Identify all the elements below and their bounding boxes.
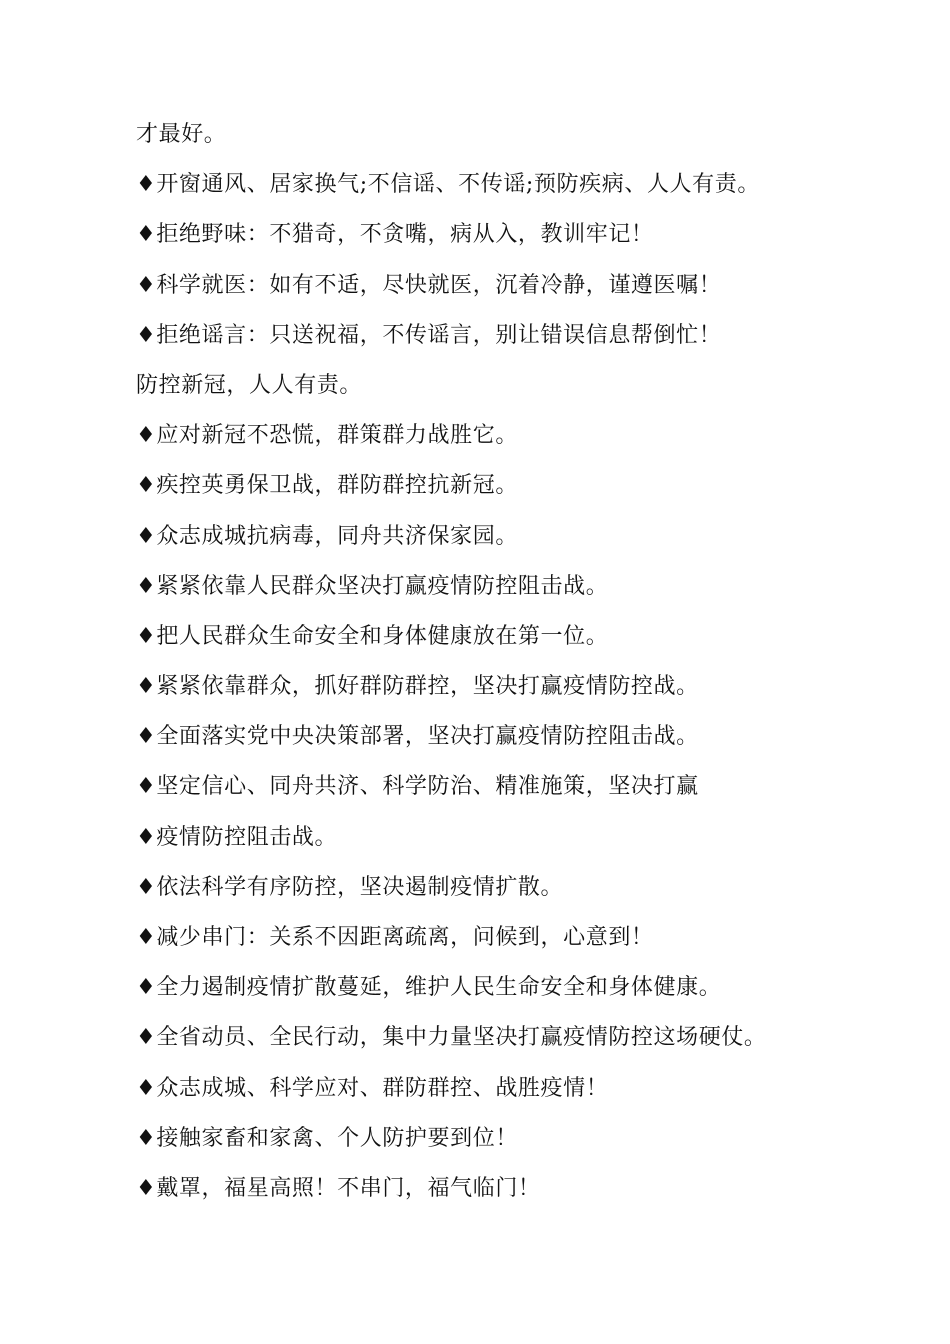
slogan-line: ♦把人民群众生命安全和身体健康放在第一位。 [136,623,609,649]
slogan-line: ♦拒绝谣言：只送祝福，不传谣言，别让错误信息帮倒忙！ [136,322,722,348]
slogan-line: ♦接触家畜和家禽、个人防护要到位！ [136,1125,518,1151]
slogan-line: ♦紧紧依靠群众，抓好群防群控，坚决打赢疫情防控战。 [136,674,699,700]
text-line: 才最好。 [136,122,227,147]
slogan-line: ♦开窗通风、居家换气;不信谣、不传谣;预防疾病、人人有责。 [136,172,760,198]
slogan-line: ♦疫情防控阻击战。 [136,824,338,850]
slogan-line: ♦依法科学有序防控，坚决遏制疫情扩散。 [136,874,564,900]
slogan-line: ♦应对新冠不恐慌，群策群力战胜它。 [136,423,518,449]
slogan-line: ♦戴罩，福星高照！不串门，福气临门！ [136,1175,541,1201]
document-body [136,110,836,1214]
slogan-line: ♦紧紧依靠人民群众坚决打赢疫情防控阻击战。 [136,573,609,599]
slogan-line: ♦坚定信心、同舟共济、科学防治、精准施策，坚决打赢 [136,774,699,800]
slogan-line: ♦众志成城、科学应对、群防群控、战胜疫情！ [136,1075,609,1101]
slogan-line: ♦拒绝野味：不猎奇，不贪嘴，病从入，教训牢记！ [136,222,654,248]
slogan-line: ♦众志成城抗病毒，同舟共济保家园。 [136,523,518,549]
slogan-line: ♦疾控英勇保卫战，群防群控抗新冠。 [136,473,518,499]
slogan-line: ♦全省动员、全民行动，集中力量坚决打赢疫情防控这场硬仗。 [136,1025,767,1051]
slogan-line: ♦减少串门：关系不因距离疏离，问候到，心意到！ [136,925,654,950]
slogan-line: ♦全力遏制疫情扩散蔓延，维护人民生命安全和身体健康。 [136,975,722,1001]
slogan-line: ♦全面落实党中央决策部署，坚决打赢疫情防控阻击战。 [136,724,699,750]
text-line: 防控新冠，人人有责。 [136,372,363,398]
slogan-line: ♦科学就医：如有不适，尽快就医，沉着冷静，谨遵医嘱！ [136,272,722,298]
